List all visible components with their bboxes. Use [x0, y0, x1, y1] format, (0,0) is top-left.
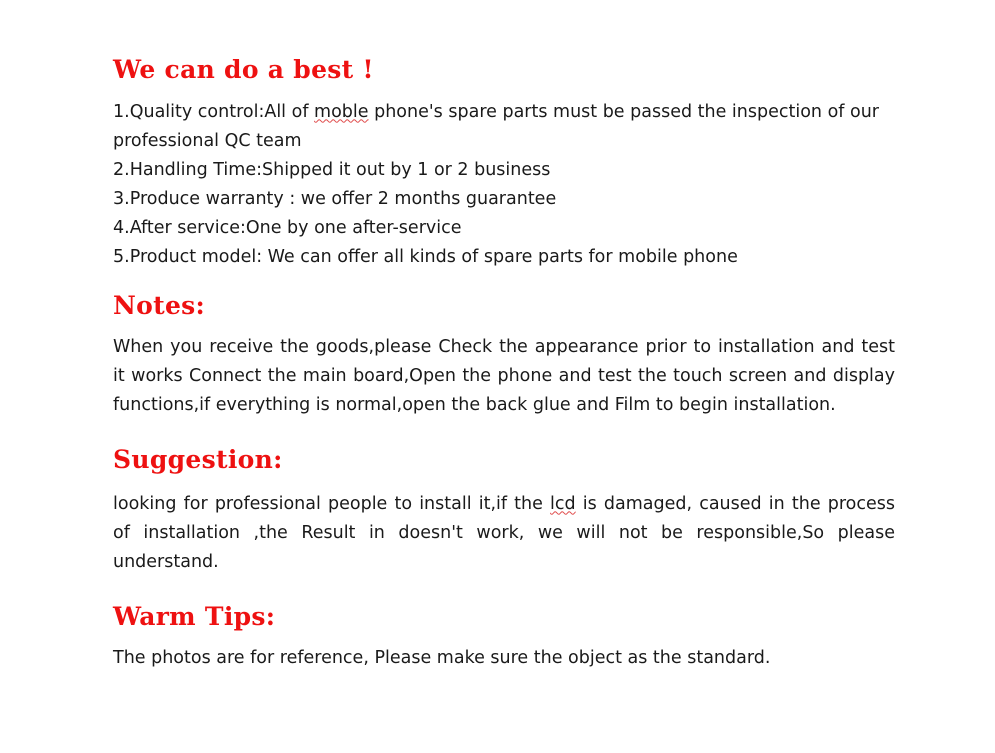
list-item: 5.Product model: We can offer all kinds of spare parts for mobile phone — [113, 246, 738, 267]
quality-list — [113, 98, 895, 272]
list-item: 4.After service:One by one after-service — [113, 217, 462, 238]
misspelled-word-moble: moble — [314, 101, 369, 122]
notes-paragraph: When you receive the goods,please Check the appearance prior to installation and test it works Connect the main board,Open the phone and test the touch screen and display functions,if everything is normal,open the back glue and Film to begin installation. — [113, 337, 895, 415]
warm-tips-paragraph: The photos are for reference, Please make sure the object as the standard. — [113, 648, 771, 668]
suggestion-paragraph: looking for professional people to install it,if the lcd is damaged, caused in the process of installation ,the Result in doesn't work, we will not be responsible,So please understand. — [113, 493, 895, 572]
list-item: 3.Produce warranty : we offer 2 months guarantee — [113, 188, 557, 209]
section-heading-warm-tips: Warm Tips: — [113, 601, 276, 631]
section-heading-suggestion: Suggestion: — [113, 445, 283, 474]
list-item: 1.Quality control:All of moble phone's spare parts must be passed the inspection of our professional QC team — [113, 101, 880, 151]
section-heading-we-can-do-a-best: We can do a best ! — [113, 55, 374, 84]
misspelled-word-lcd: lcd — [550, 493, 576, 514]
section-heading-notes: Notes: — [113, 290, 206, 320]
list-item: 2.Handling Time:Shipped it out by 1 or 2 business — [113, 159, 551, 180]
